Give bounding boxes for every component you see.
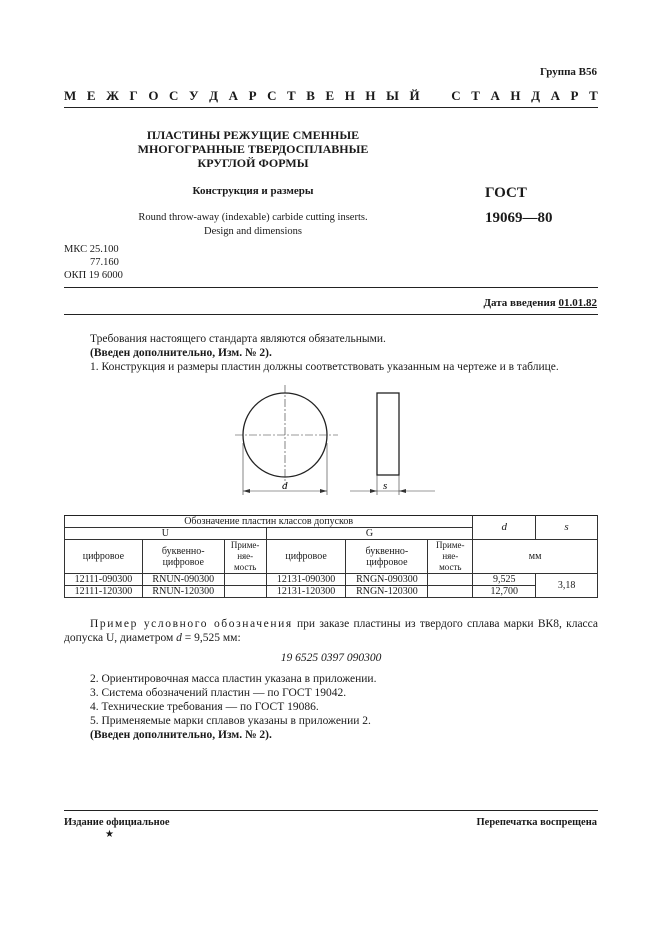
notes-list <box>64 672 598 742</box>
table-col-digital-u: цифровое <box>65 540 143 574</box>
example-body: при заказе пластины из твердого сплава марки ВК8, класса допуска U, диаметром <box>64 618 598 644</box>
note-item-3: 3. Система обозначений пластин — по ГОСТ 19042. <box>90 687 347 699</box>
date-rule <box>64 314 598 315</box>
group-code: Группа В56 <box>539 66 597 78</box>
cell-g-alpha: RNGN-120300 <box>346 586 428 598</box>
col-app-g-line3: мость <box>439 562 462 572</box>
cell-u-alpha: RNUN-120300 <box>142 586 224 598</box>
arrow-left <box>243 489 250 493</box>
designation-example: 19 6525 0397 090300 <box>280 652 382 664</box>
standard-heading-letter: Т <box>589 88 598 103</box>
standard-heading-letter: А <box>228 88 238 103</box>
cell-g-app <box>428 586 473 598</box>
insert-drawing <box>230 385 440 505</box>
cell-g-digital: 12131-090300 <box>266 574 346 586</box>
standard-heading-letter: С <box>451 88 461 103</box>
table-col-app-u <box>224 540 266 574</box>
example-variable: d <box>176 632 182 644</box>
standard-heading-letter: С <box>169 88 179 103</box>
standard-heading-letter: Й <box>409 88 420 103</box>
paragraph-mandatory: Требования настоящего стандарта являются обязательными. <box>90 333 386 345</box>
col-app-g-line1: Приме- <box>436 540 465 550</box>
paragraph-item-1: 1. Конструкция и размеры пластин должны соответствовать указанным на чертеже и в таблице. <box>90 361 559 373</box>
arrow-s-left <box>370 489 377 493</box>
cell-u-app <box>224 574 266 586</box>
standard-heading-letter: Н <box>510 88 521 103</box>
standard-heading-letter: У <box>188 88 199 103</box>
arrow-right <box>320 489 327 493</box>
col-alpha-g-line1: буквенно- <box>365 545 409 557</box>
table-col-app-g <box>428 540 473 574</box>
table-col-alpha-g <box>346 540 428 574</box>
title-line-1: ПЛАСТИНЫ РЕЖУЩИЕ СМЕННЫЕ <box>146 128 360 142</box>
inserts-table <box>64 515 598 598</box>
effective-date-label: Дата введения <box>483 297 556 309</box>
header-rule <box>64 107 598 108</box>
insert-side-view <box>377 393 399 475</box>
document-title <box>100 128 406 170</box>
standard-heading <box>64 88 598 104</box>
reprint-prohibited: Перепечатка воспрещена <box>476 817 597 828</box>
classification-codes <box>64 243 123 282</box>
table-class-u: U <box>65 528 267 540</box>
standard-heading-letter: Д <box>531 88 541 103</box>
standard-heading-letter: Т <box>287 88 296 103</box>
example-lead: Пример условного обозначения <box>90 618 293 630</box>
cell-d: 9,525 <box>473 574 536 586</box>
example-paragraph <box>64 617 598 645</box>
table-header-s: s <box>536 516 598 540</box>
example-value: = 9,525 мм: <box>181 632 241 644</box>
effective-date <box>483 297 597 309</box>
cell-g-alpha: RNGN-090300 <box>346 574 428 586</box>
standard-heading-letter: Т <box>471 88 480 103</box>
dim-label-d: d <box>282 480 288 492</box>
note-item-5: 5. Применяемые марки сплавов указаны в приложении 2. <box>90 715 371 727</box>
english-title-line-1: Round throw-away (indexable) carbide cutting inserts. <box>138 212 368 223</box>
standard-heading-letter: М <box>64 88 77 103</box>
standard-heading-letter: А <box>550 88 560 103</box>
english-title <box>100 211 406 239</box>
col-alpha-u-line1: буквенно- <box>161 545 205 557</box>
col-alpha-g-line2: цифровое <box>366 556 408 568</box>
cell-g-app <box>428 574 473 586</box>
col-app-u-line3: мость <box>233 562 257 572</box>
cell-g-digital: 12131-120300 <box>266 586 346 598</box>
table-header-main: Обозначение пластин классов допусков <box>65 516 473 528</box>
standard-heading-letter: Е <box>325 88 335 103</box>
english-title-line-2: Design and dimensions <box>204 226 302 237</box>
official-edition: Издание официальное <box>64 817 170 828</box>
table-row <box>65 574 598 586</box>
intro-text <box>64 332 598 374</box>
table-header-d: d <box>473 516 536 540</box>
standard-heading-letter: О <box>148 88 159 103</box>
cell-d: 12,700 <box>473 586 536 598</box>
standard-heading-letter: В <box>306 88 315 103</box>
arrow-s-right <box>399 489 406 493</box>
cell-u-digital: 12111-090300 <box>65 574 143 586</box>
mks-code-1: МКС 25.100 <box>64 244 119 255</box>
standard-heading-letter: А <box>490 88 500 103</box>
cell-u-app <box>224 586 266 598</box>
standard-heading-letter: Д <box>209 88 219 103</box>
standard-heading-letter: Г <box>129 88 138 103</box>
table-row <box>65 586 598 598</box>
effective-date-value: 01.01.82 <box>558 297 597 309</box>
note-amendment: (Введен дополнительно, Изм. № 2). <box>90 729 272 741</box>
table-col-digital-g: цифровое <box>266 540 346 574</box>
standard-heading-letter: Р <box>248 88 257 103</box>
star-icon: ★ <box>105 829 114 840</box>
cell-u-alpha: RNUN-090300 <box>142 574 224 586</box>
dim-label-s: s <box>383 480 388 492</box>
col-alpha-u-line2: цифровое <box>162 556 204 568</box>
note-item-4: 4. Технические требования — по ГОСТ 19086. <box>90 701 319 713</box>
table-unit: мм <box>473 540 598 574</box>
note-item-2: 2. Ориентировочная масса пластин указана в приложении. <box>90 673 377 685</box>
paragraph-amendment: (Введен дополнительно, Изм. № 2). <box>90 347 272 359</box>
col-app-g-line2: няе- <box>442 551 459 561</box>
standard-heading-letter: Ы <box>386 88 399 103</box>
table-class-g: G <box>266 528 473 540</box>
standard-heading-letter: Р <box>570 88 579 103</box>
standard-heading-letter: С <box>267 88 277 103</box>
standard-heading-letter: Н <box>365 88 376 103</box>
title-line-2: МНОГОГРАННЫЕ ТВЕРДОСПЛАВНЫЕ <box>137 142 369 156</box>
standard-heading-letter: Н <box>344 88 355 103</box>
mks-code-2: 77.160 <box>90 257 119 268</box>
cell-u-digital: 12111-120300 <box>65 586 143 598</box>
standard-heading-letter: Е <box>86 88 96 103</box>
okp-code: ОКП 19 6000 <box>64 270 123 281</box>
gost-number: 19069—80 <box>485 210 553 226</box>
col-app-u-line1: Приме- <box>230 540 260 550</box>
standard-heading-letter: Ж <box>106 88 119 103</box>
codes-rule <box>64 287 598 288</box>
footer-rule <box>64 810 598 811</box>
title-line-3: КРУГЛОЙ ФОРМЫ <box>197 156 309 170</box>
document-subtitle: Конструкция и размеры <box>192 185 314 197</box>
gost-label: ГОСТ <box>485 185 527 201</box>
table-col-alpha-u <box>142 540 224 574</box>
cell-s: 3,18 <box>536 574 598 598</box>
col-app-u-line2: няе- <box>237 551 254 561</box>
